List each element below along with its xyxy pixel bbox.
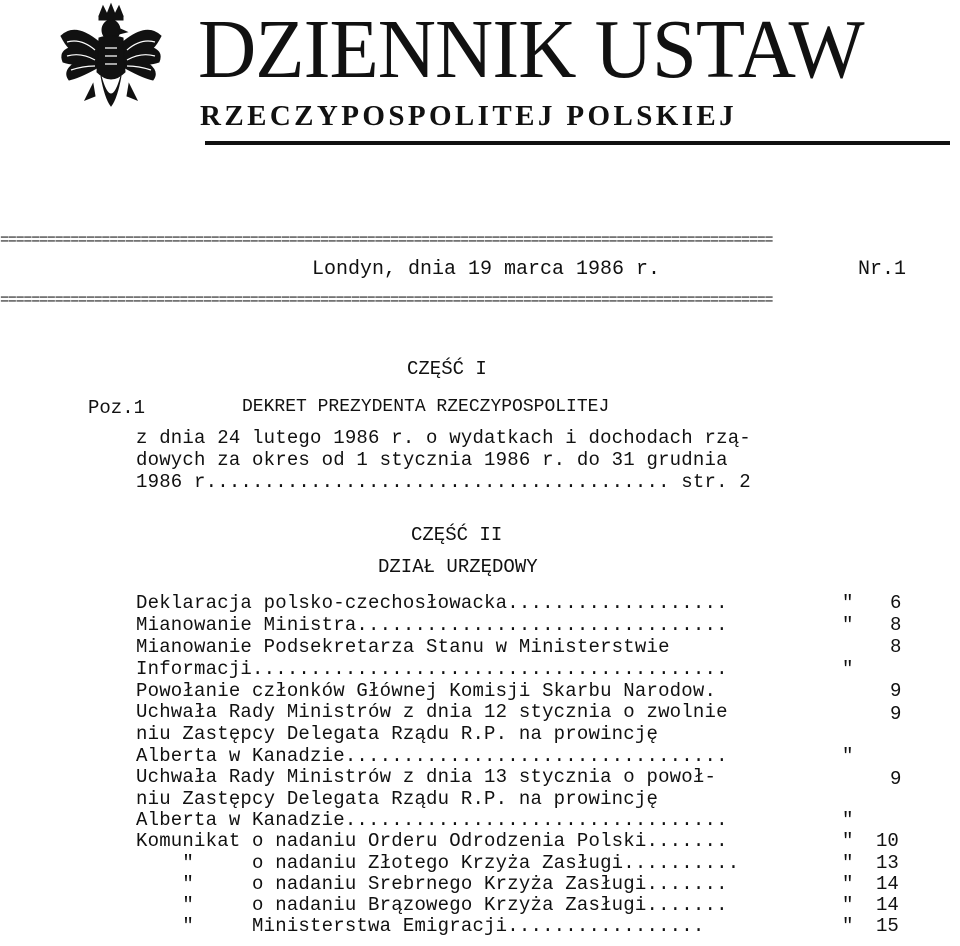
toc-entry-mark: " — [842, 894, 854, 916]
toc-entry-page: 13 — [876, 852, 899, 874]
toc-entry-page: 8 — [890, 614, 902, 636]
toc-entry-text: Uchwała Rady Ministrów z dnia 13 stycznia o powoł- — [136, 766, 717, 788]
decree-line-1: z dnia 24 lutego 1986 r. o wydatkach i dochodach rzą- — [136, 427, 751, 449]
toc-entry-text: Deklaracja polsko-czechosłowacka................... — [136, 592, 728, 614]
toc-entry-text: Alberta w Kanadzie................................. — [136, 745, 728, 767]
toc-entry-text: Informacji......................................... — [136, 658, 728, 680]
decree-line-2: dowych za okres od 1 stycznia 1986 r. do 31 grudnia — [136, 449, 728, 471]
part-two-heading: CZĘŚĆ II — [411, 524, 503, 546]
toc-entry-page: 8 — [890, 636, 902, 658]
toc-entry-page: 14 — [876, 873, 899, 895]
toc-entry-page: 9 — [890, 768, 902, 790]
toc-entry-mark: " — [842, 809, 854, 831]
title-underline — [205, 141, 950, 145]
publication-subtitle: RZECZYPOSPOLITEJ POLSKIEJ — [200, 100, 738, 132]
issue-place-date: Londyn, dnia 19 marca 1986 r. — [312, 258, 661, 281]
issue-number: Nr.1 — [858, 258, 907, 281]
toc-entry-page: 9 — [890, 680, 902, 702]
toc-entry-page: 9 — [890, 703, 902, 725]
toc-entry-text: Mianowanie Ministra................................ — [136, 614, 728, 636]
toc-entry-page: 10 — [876, 830, 899, 852]
toc-entry-mark: " — [842, 658, 854, 680]
toc-entry-mark: " — [842, 873, 854, 895]
toc-entry-text: " o nadaniu Srebrnego Krzyża Zasługi....... — [136, 873, 728, 895]
toc-entry-text: " Ministerstwa Emigracji................. — [136, 915, 705, 937]
toc-entry-text: Powołanie członków Głównej Komisji Skarbu Narodow. — [136, 680, 717, 702]
toc-entry-page: 15 — [876, 915, 899, 937]
toc-entry-page: 6 — [890, 592, 902, 614]
toc-entry-text: Alberta w Kanadzie................................. — [136, 809, 728, 831]
toc-entry-text: " o nadaniu Złotego Krzyża Zasługi.......... — [136, 852, 740, 874]
polish-eagle-emblem-icon — [55, 2, 167, 122]
toc-entry-mark: " — [842, 915, 854, 937]
toc-entry-text: Komunikat o nadaniu Orderu Odrodzenia Polski....... — [136, 830, 728, 852]
toc-entry-mark: " — [842, 592, 854, 614]
toc-entry-text: Uchwała Rady Ministrów z dnia 12 stycznia o zwolnie — [136, 701, 728, 723]
toc-entry-text: niu Zastępcy Delegata Rządu R.P. na prowincję — [136, 723, 659, 745]
toc-entry-mark: " — [842, 830, 854, 852]
separator-line-bottom: =================================================================================================== — [0, 295, 773, 307]
section-heading: DZIAŁ URZĘDOWY — [378, 556, 538, 578]
toc-entry-page: 14 — [876, 894, 899, 916]
decree-title: DEKRET PREZYDENTA RZECZYPOSPOLITEJ — [242, 397, 610, 417]
publication-title: DZIENNIK USTAW — [198, 3, 864, 96]
separator-line-top: =================================================================================================== — [0, 235, 773, 247]
toc-entry-mark: " — [842, 852, 854, 874]
toc-entry-text: niu Zastępcy Delegata Rządu R.P. na prowincję — [136, 788, 659, 810]
toc-entry-mark: " — [842, 614, 854, 636]
toc-entry-text: " o nadaniu Brązowego Krzyża Zasługi....... — [136, 894, 728, 916]
toc-entry-text: Mianowanie Podsekretarza Stanu w Ministerstwie — [136, 636, 670, 658]
part-one-heading: CZĘŚĆ I — [407, 358, 487, 380]
decree-line-3: 1986 r........................................ str. 2 — [136, 471, 751, 493]
position-number: Poz.1 — [88, 397, 146, 419]
toc-entry-mark: " — [842, 745, 854, 767]
